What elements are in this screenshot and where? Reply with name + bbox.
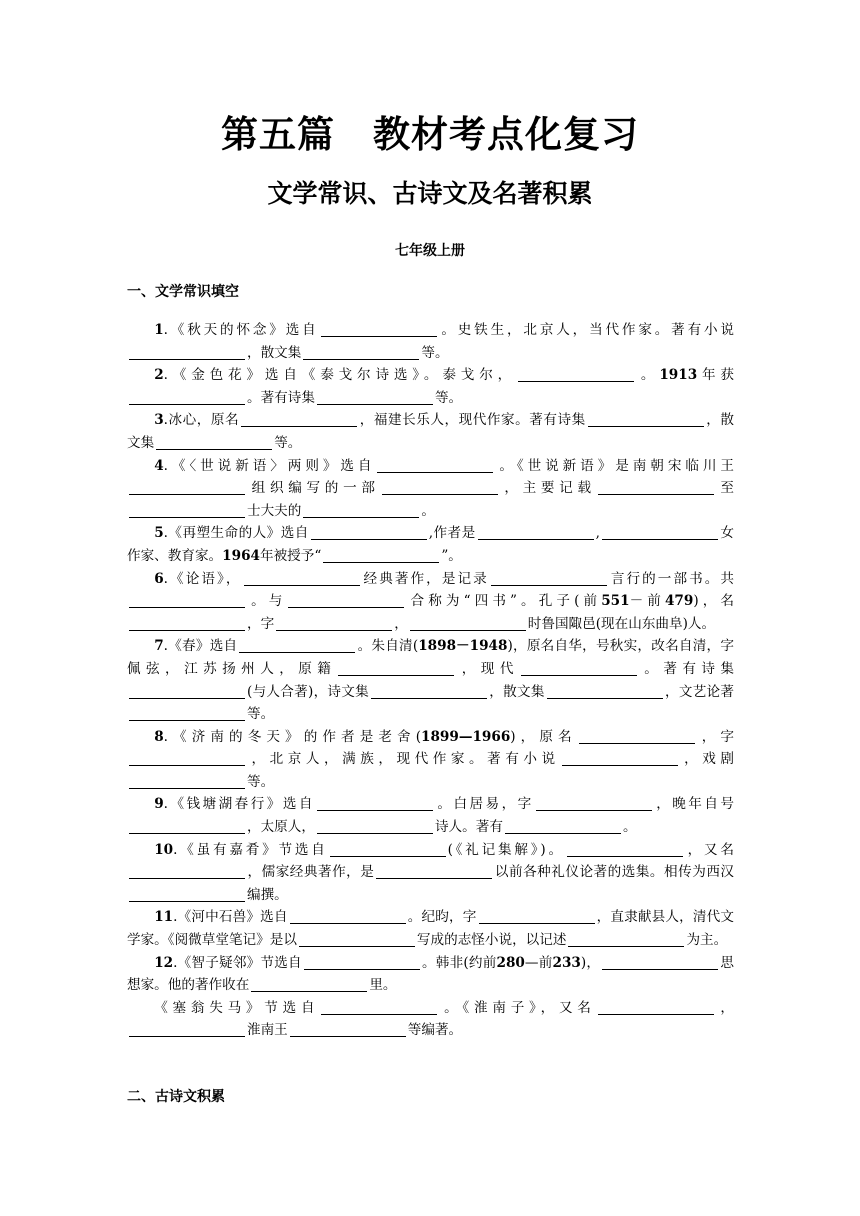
answer-blank[interactable] xyxy=(382,480,498,495)
answer-blank[interactable] xyxy=(317,819,433,834)
question-12-continued: 《塞翁失马》节选自 。《淮南子》，又名 ，淮南王 等编著。 xyxy=(127,997,734,1042)
answer-blank[interactable] xyxy=(410,616,526,631)
question-8: 8.《济南的冬天》的作者是老舍(1899—1966)，原名 ，字，北京人，满族，现代作家。著有小说 ，戏剧等。 xyxy=(127,726,734,794)
question-12: 12.《智子疑邻》节选自 。韩非(约前280—前233)， 思想家。他的著作收在 里。 xyxy=(127,954,734,994)
answer-blank[interactable] xyxy=(323,548,439,563)
question-list xyxy=(127,319,734,1042)
answer-blank[interactable] xyxy=(129,864,245,879)
answer-blank[interactable] xyxy=(239,638,355,653)
answer-blank[interactable] xyxy=(129,593,245,608)
answer-blank[interactable] xyxy=(321,322,437,337)
answer-blank[interactable] xyxy=(129,887,245,902)
answer-blank[interactable] xyxy=(129,774,245,789)
question-9: 9.《钱塘湖春行》选自 。白居易，字 ，晚年自号，太原人， 诗人。著有 。 xyxy=(127,793,734,838)
answer-blank[interactable] xyxy=(338,661,454,676)
answer-blank[interactable] xyxy=(376,864,492,879)
answer-blank[interactable] xyxy=(303,503,419,518)
section-heading-literature: 一、文学常识填空 xyxy=(127,284,239,300)
grade-heading: 七年级上册 xyxy=(395,243,465,259)
question-3: 3.冰心，原名 ，福建长乐人，现代作家。著有诗集 ，散文集 等。 xyxy=(127,412,735,451)
answer-blank[interactable] xyxy=(129,684,245,699)
answer-blank[interactable] xyxy=(129,480,245,495)
answer-blank[interactable] xyxy=(129,345,245,360)
answer-blank[interactable] xyxy=(317,796,433,811)
answer-blank[interactable] xyxy=(129,1022,245,1037)
answer-blank[interactable] xyxy=(311,525,427,540)
section-heading-poetry: 二、古诗文积累 xyxy=(127,1089,225,1105)
answer-blank[interactable] xyxy=(290,1022,406,1037)
page-title: 第五篇 教材考点化复习 xyxy=(221,112,639,156)
answer-blank[interactable] xyxy=(377,458,493,473)
answer-blank[interactable] xyxy=(602,955,718,970)
answer-blank[interactable] xyxy=(598,1000,714,1015)
answer-blank[interactable] xyxy=(602,525,718,540)
answer-blank[interactable] xyxy=(129,819,245,834)
answer-blank[interactable] xyxy=(588,412,704,427)
answer-blank[interactable] xyxy=(371,684,487,699)
answer-blank[interactable] xyxy=(317,390,433,405)
question-4: 4.《〈世说新语〉两则》选自 。《世说新语》是南朝宋临川王组织编写的一部 ，主要记载 至士大夫的 。 xyxy=(127,455,734,523)
question-5: 5.《再塑生命的人》选自 ,作者是 , 女作家、教育家。1964年被授予“ ”。 xyxy=(127,525,735,564)
question-1: 1.《秋天的怀念》选自 。史铁生，北京人，当代作家。著有小说，散文集 等。 xyxy=(127,319,734,364)
answer-blank[interactable] xyxy=(299,932,415,947)
question-10: 10.《虽有嘉肴》节选自 (《礼记集解》)。 ，又名，儒家经典著作，是 以前各种礼仪论著的选集。相传为西汉编撰。 xyxy=(127,839,734,907)
answer-blank[interactable] xyxy=(567,842,683,857)
answer-blank[interactable] xyxy=(244,571,360,586)
answer-blank[interactable] xyxy=(521,661,637,676)
answer-blank[interactable] xyxy=(568,932,684,947)
answer-blank[interactable] xyxy=(547,684,663,699)
question-11: 11.《河中石兽》选自 。纪昀，字 ，直隶献县人，清代文学家。《阅微草堂笔记》是以 写成的志怪小说，以记述 为主。 xyxy=(127,909,734,949)
answer-blank[interactable] xyxy=(478,525,594,540)
answer-blank[interactable] xyxy=(562,751,678,766)
answer-blank[interactable] xyxy=(129,616,245,631)
answer-blank[interactable] xyxy=(276,616,392,631)
answer-blank[interactable] xyxy=(288,593,404,608)
answer-blank[interactable] xyxy=(156,435,272,450)
answer-blank[interactable] xyxy=(303,345,419,360)
answer-blank[interactable] xyxy=(536,796,652,811)
answer-blank[interactable] xyxy=(598,480,714,495)
question-2: 2.《金色花》选自《泰戈尔诗选》。泰戈尔， 。1913年获。著有诗集 等。 xyxy=(127,364,734,409)
answer-blank[interactable] xyxy=(479,909,595,924)
question-6: 6.《论语》， 经典著作，是记录 言行的一部书。共。与 合称为“四书”。孔子(前551－前479)，名，字 ， 时鲁国陬邑(现在山东曲阜)人。 xyxy=(127,568,734,636)
answer-blank[interactable] xyxy=(505,819,621,834)
answer-blank[interactable] xyxy=(290,909,406,924)
answer-blank[interactable] xyxy=(129,503,245,518)
answer-blank[interactable] xyxy=(579,729,695,744)
question-7: 7.《春》选自 。朱自清(1898－1948)，原名自华，号秋实，改名自清，字佩弦，江苏扬州人，原籍 ，现代 。著有诗集(与人合著)，诗文集 ，散文集 ，文艺论著等。 xyxy=(127,638,735,723)
answer-blank[interactable] xyxy=(321,1000,437,1015)
answer-blank[interactable] xyxy=(129,390,245,405)
answer-blank[interactable] xyxy=(304,955,420,970)
answer-blank[interactable] xyxy=(129,751,245,766)
answer-blank[interactable] xyxy=(518,367,634,382)
answer-blank[interactable] xyxy=(251,977,367,992)
answer-blank[interactable] xyxy=(241,412,357,427)
page-subtitle: 文学常识、古诗文及名著积累 xyxy=(267,179,593,208)
answer-blank[interactable] xyxy=(129,706,245,721)
answer-blank[interactable] xyxy=(330,842,446,857)
answer-blank[interactable] xyxy=(491,571,607,586)
